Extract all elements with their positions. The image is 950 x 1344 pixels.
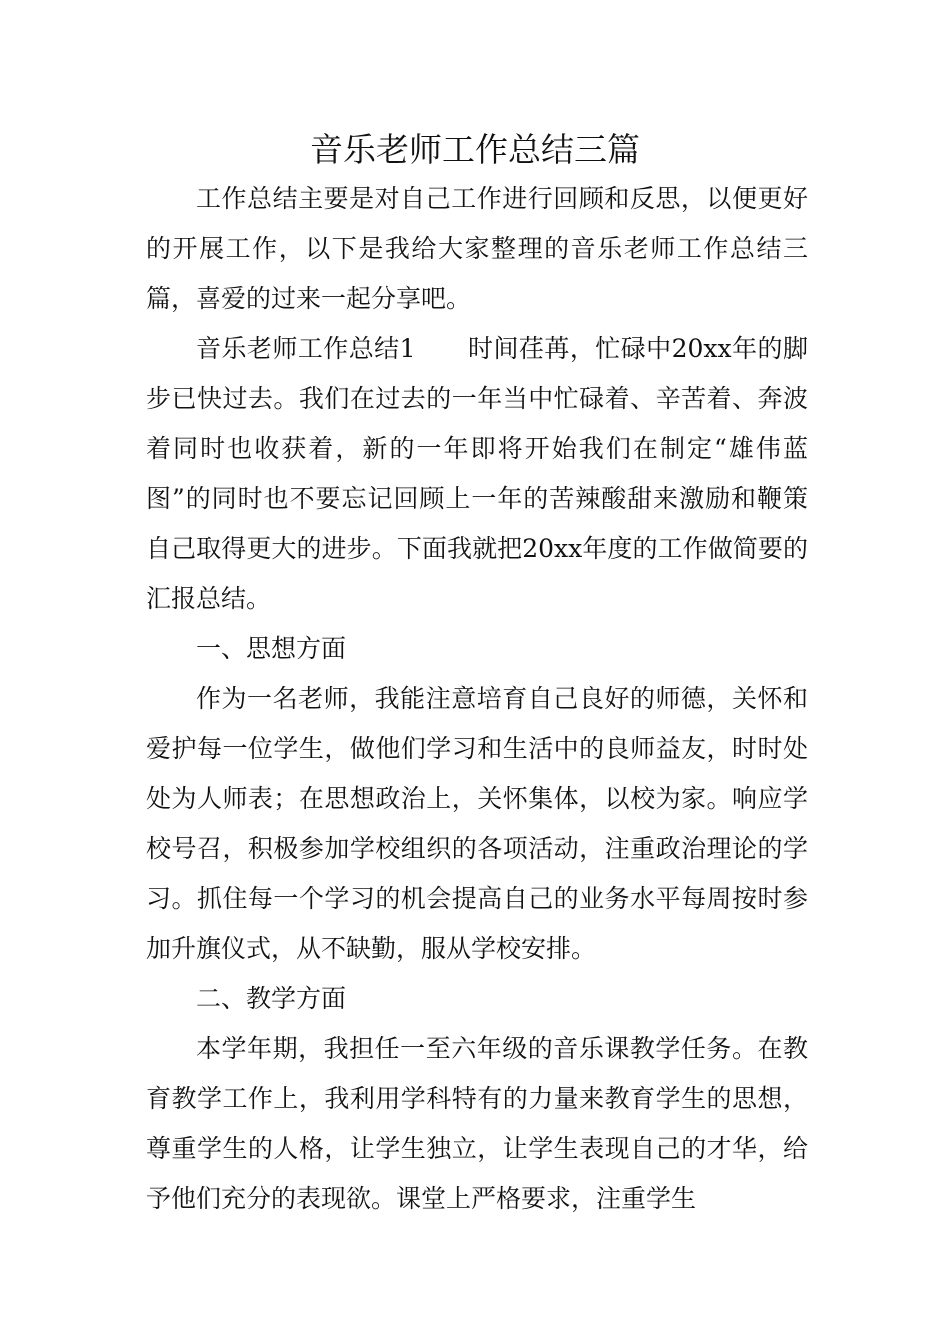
section1-heading: 一、思想方面 bbox=[196, 634, 347, 663]
part1-text: 时间荏苒，忙碌中20xx年的脚步已快过去。我们在过去的一年当中忙碌着、辛苦着、奔波着同时也收获着，新的一年即将开始我们在制定“雄伟蓝图”的同时也不要忘记回顾上一年的苦辣酸甜来激励和鞭策自己取得更大的进步。下面我就把20xx年度的工作做简要的汇报总结。 bbox=[146, 334, 808, 613]
document-title: 音乐老师工作总结三篇 bbox=[310, 130, 640, 169]
section1-paragraph: 作为一名老师，我能注意培育自己良好的师德，关怀和爱护每一位学生，做他们学习和生活中的良师益友，时时处处为人师表；在思想政治上，关怀集体，以校为家。响应学校号召，积极参加学校组织的各项活动，注重政治理论的学习。抓住每一个学习的机会提高自己的业务水平每周按时参加升旗仪式，从不缺勤，服从学校安排。 bbox=[146, 684, 808, 963]
section2-heading: 二、教学方面 bbox=[196, 984, 347, 1013]
section2-paragraph: 本学年期，我担任一至六年级的音乐课教学任务。在教育教学工作上，我利用学科特有的力量来教育学生的思想，尊重学生的人格，让学生独立，让学生表现自己的才华，给予他们充分的表现欲。课堂上严格要求，注重学生 bbox=[146, 1034, 808, 1213]
intro-paragraph: 工作总结主要是对自己工作进行回顾和反思，以便更好的开展工作，以下是我给大家整理的音乐老师工作总结三篇，喜爱的过来一起分享吧。 bbox=[146, 184, 808, 313]
part1-paragraph bbox=[146, 324, 808, 624]
part1-heading: 音乐老师工作总结1 bbox=[196, 334, 416, 363]
document-body bbox=[146, 174, 808, 1224]
